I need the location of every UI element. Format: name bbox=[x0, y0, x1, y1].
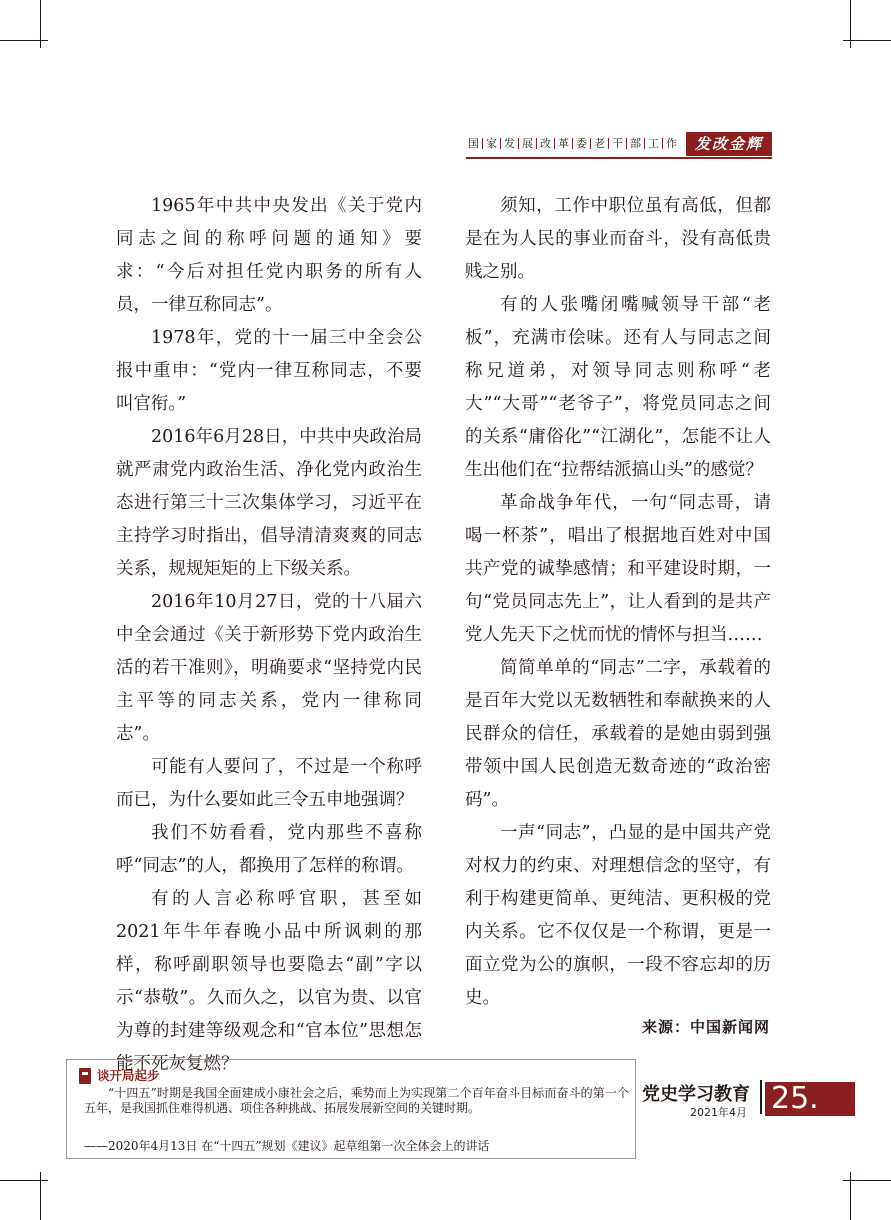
page-number: 25. bbox=[765, 1082, 855, 1116]
quote-attribution: ——2020年4月13日 在“十四五”规划《建议》起草组第一次全体会上的讲话 bbox=[84, 1139, 490, 1153]
header-tag: 展 bbox=[522, 137, 533, 150]
header-tag: 革 bbox=[558, 137, 569, 150]
paragraph: 简简单单的“同志”二字，承载着的是百年大党以无数牺牲和奉献换来的人民群众的信任，承载着的是她由弱到强带领中国人民创造无数奇迹的“政治密码”。 bbox=[465, 658, 771, 810]
header-tag-separator bbox=[572, 138, 573, 149]
header-tag: 老 bbox=[594, 137, 605, 150]
paragraph: 2016年10月27日，党的十八届六中全会通过《关于新形势下党内政治生活的若干准则》，明确要求“坚持党内民主平等的同志关系，党内一律称同志”。 bbox=[116, 592, 422, 744]
quote-text: “十四五”时期是我国全面建成小康社会之后，乘势而上为实现第二个百年奋斗目标而奋斗的第一个五年，是我国抓住难得机遇、项住各种挑战、拓展发展新空间的关键时期。 bbox=[84, 1086, 629, 1115]
paragraph: 2016年6月28日，中共中央政治局就严肃党内政治生活、净化党内政治生态进行第三十三次集体学习，习近平在主持学习时指出，倡导清清爽爽的同志关系，规规矩矩的上下级关系。 bbox=[116, 427, 422, 579]
header-tag-separator bbox=[482, 138, 483, 149]
crop-mark bbox=[40, 0, 41, 48]
header-tag-separator bbox=[500, 138, 501, 149]
header-tag: 作 bbox=[666, 137, 677, 150]
issue-date: 2021年4月 bbox=[690, 1106, 747, 1119]
crop-mark bbox=[40, 1172, 41, 1220]
paragraph: 1978年，党的十一届三中全会公报中重申：“党内一律互称同志，不要叫官衔。” bbox=[116, 328, 422, 414]
header-tag: 委 bbox=[576, 137, 587, 150]
header-tag: 国 bbox=[468, 137, 479, 150]
header-rule bbox=[466, 157, 772, 159]
paragraph: 须知，工作中职位虽有高低，但都是在为人民的事业而奋斗，没有高低贵贱之别。 bbox=[465, 196, 771, 282]
header-tag-separator bbox=[662, 138, 663, 149]
paragraph: 可能有人要问了，不过是一个称呼而已，为什么要如此三令五申地强调？ bbox=[116, 757, 422, 810]
header-tags bbox=[466, 135, 679, 151]
right-column bbox=[465, 190, 771, 1015]
header-tag-separator bbox=[590, 138, 591, 149]
header-tag-separator bbox=[644, 138, 645, 149]
crop-mark bbox=[850, 0, 851, 48]
quote-box bbox=[66, 1059, 636, 1159]
paragraph: 1965年中共中央发出《关于党内同志之间的称呼问题的通知》要求：“今后对担任党内职务的所有人员，一律互称同志”。 bbox=[116, 196, 422, 315]
header-tag: 部 bbox=[630, 137, 641, 150]
paragraph: 革命战争年代，一句“同志哥，请喝一杯茶”，唱出了根据地百姓对中国共产党的诚挚感情；和平建设时期，一句“党员同志先上”，让人看到的是共产党人先天下之忧而忧的情怀与担当…… bbox=[465, 493, 771, 645]
header-tag-separator bbox=[626, 138, 627, 149]
header-tag: 工 bbox=[648, 137, 659, 150]
paragraph: 有的人张嘴闭嘴喊领导干部“老板”，充满市侩味。还有人与同志之间称兄道弟，对领导同志则称呼“老大”“大哥”“老爷子”，将党员同志之间的关系“庸俗化”“江湖化”，怎能不让人生出他们在“拉帮结派搞山头”的感觉？ bbox=[465, 295, 771, 480]
source-credit: 来源：中国新闻网 bbox=[641, 1018, 770, 1036]
header-tag: 家 bbox=[486, 137, 497, 150]
header-tag: 改 bbox=[540, 137, 551, 150]
footer-divider bbox=[760, 1080, 762, 1114]
header-tag-separator bbox=[536, 138, 537, 149]
crop-mark bbox=[850, 1172, 851, 1220]
header-tag: 发 bbox=[504, 137, 515, 150]
header-tag: 干 bbox=[612, 137, 623, 150]
paragraph: 我们不妨看看，党内那些不喜称呼“同志”的人，都换用了怎样的称谓。 bbox=[116, 823, 422, 876]
paragraph: 一声“同志”，凸显的是中国共产党对权力的约束、对理想信念的坚守，有利于构建更简单、更纯洁、更积极的党内关系。它不仅仅是一个称谓，更是一面立党为公的旗帜，一段不容忘却的历史。 bbox=[465, 823, 771, 1008]
quote-title: 谈开局起步 bbox=[97, 1068, 160, 1083]
magazine-title: 党史学习教育 bbox=[642, 1084, 750, 1105]
header-tag-separator bbox=[518, 138, 519, 149]
header-tag-separator bbox=[608, 138, 609, 149]
paragraph: 有的人言必称呼官职，甚至如2021年牛年春晚小品中所讽刺的那样，称呼副职领导也要隐去“副”字以示“恭敬”。久而久之，以官为贵、以官为尊的封建等级观念和“官本位”思想怎能不死灰复燃？ bbox=[116, 889, 422, 1074]
header-tag-separator bbox=[554, 138, 555, 149]
left-column bbox=[116, 190, 422, 1081]
quote-body bbox=[84, 1086, 629, 1116]
page-header bbox=[466, 132, 772, 154]
header-brand: 发改金辉 bbox=[686, 132, 772, 156]
book-icon bbox=[79, 1068, 91, 1084]
